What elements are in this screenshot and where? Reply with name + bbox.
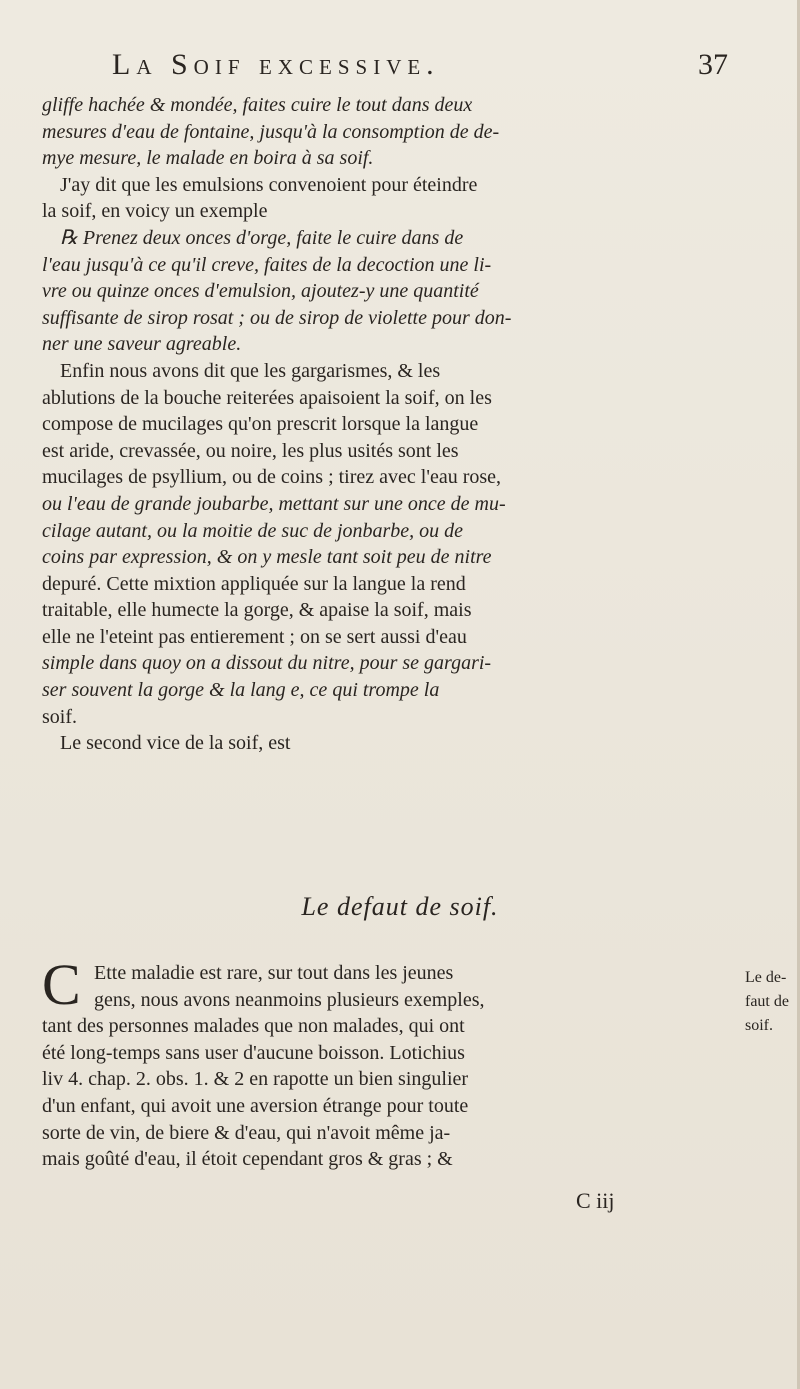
page-header <box>0 48 800 88</box>
text-line: mucilages de psyllium, ou de coins ; tirez avec l'eau rose, <box>42 466 502 489</box>
drop-cap: C <box>42 952 81 1017</box>
text-line: elle ne l'eteint pas entierement ; on se sert aussi d'eau <box>42 625 467 648</box>
text-line: J'ay dit que les emulsions convenoient pour éteindre <box>60 173 478 196</box>
text-line: soif. <box>42 705 77 728</box>
margin-note-line: soif. <box>745 1017 773 1034</box>
text-line: ou l'eau de grande joubarbe, mettant sur une once de mu- <box>42 492 506 515</box>
section-heading: Le defaut de soif. <box>301 892 499 921</box>
signature-mark: C iij <box>576 1188 615 1213</box>
text-line: sorte de vin, de biere & d'eau, qui n'avoit même ja- <box>42 1121 451 1144</box>
running-head: La Soif excessive. <box>112 48 440 81</box>
margin-note-line: Le de- <box>745 969 787 986</box>
margin-note <box>745 966 800 1038</box>
text-line: ℞ Prenez deux onces d'orge, faite le cuire dans de <box>60 226 464 249</box>
text-line: Enfin nous avons dit que les gargarismes, & les <box>60 359 441 382</box>
text-line: tant des personnes malades que non malades, qui ont <box>42 1015 465 1038</box>
line-text: Ette maladie est rare, sur tout dans les jeunes <box>94 962 454 984</box>
text-line: suffisante de sirop rosat ; ou de sirop de violette pour don- <box>42 306 512 329</box>
text-line <box>42 987 742 1014</box>
text-line: coins par expression, & on y mesle tant soit peu de nitre <box>42 546 492 569</box>
text-line: depuré. Cette mixtion appliquée sur la langue la rend <box>42 572 466 595</box>
text-line: mesures d'eau de fontaine, jusqu'à la consomption de de- <box>42 120 500 143</box>
text-line: traitable, elle humecte la gorge, & apaise la soif, mais <box>42 599 472 622</box>
line-text: gens, nous avons neanmoins plusieurs exemples, <box>94 988 485 1011</box>
text-line: mye mesure, le malade en boira à sa soif. <box>42 147 374 170</box>
margin-note-line: faut de <box>745 993 789 1010</box>
text-line: cilage autant, ou la moitie de suc de jonbarbe, ou de <box>42 519 464 542</box>
page-number: 37 <box>698 48 728 81</box>
text-line: la soif, en voicy un exemple <box>42 200 268 223</box>
text-line: est aride, crevassée, ou noire, les plus usités sont les <box>42 439 459 462</box>
text-line: ner une saveur agreable. <box>42 333 242 356</box>
text-line: simple dans quoy on a dissout du nitre, pour se gargari- <box>42 652 492 675</box>
text-line: été long-temps sans user d'aucune boisson. Lotichius <box>42 1041 465 1064</box>
text-line: compose de mucilages qu'on prescrit lorsque la langue <box>42 413 479 436</box>
text-line: mais goûté d'eau, il étoit cependant gros & gras ; & <box>42 1148 453 1171</box>
text-line: d'un enfant, qui avoit une aversion étrange pour toute <box>42 1094 469 1117</box>
text-line: gliffe hachée & mondée, faites cuire le tout dans deux <box>42 94 473 116</box>
text-line: liv 4. chap. 2. obs. 1. & 2 en rapotte un bien singulier <box>42 1068 469 1091</box>
text-line: ablutions de la bouche reiterées apaisoient la soif, on les <box>42 386 492 409</box>
text-line: ser souvent la gorge & la lang e, ce qui trompe la <box>42 679 440 702</box>
text-line: l'eau jusqu'à ce qu'il creve, faites de la decoction une li- <box>42 253 492 276</box>
section-text <box>42 952 742 1173</box>
text-line: vre ou quinze onces d'emulsion, ajoutez-y une quantité <box>42 280 479 303</box>
text-line: Le second vice de la soif, est <box>60 732 291 755</box>
body-text <box>42 92 747 757</box>
